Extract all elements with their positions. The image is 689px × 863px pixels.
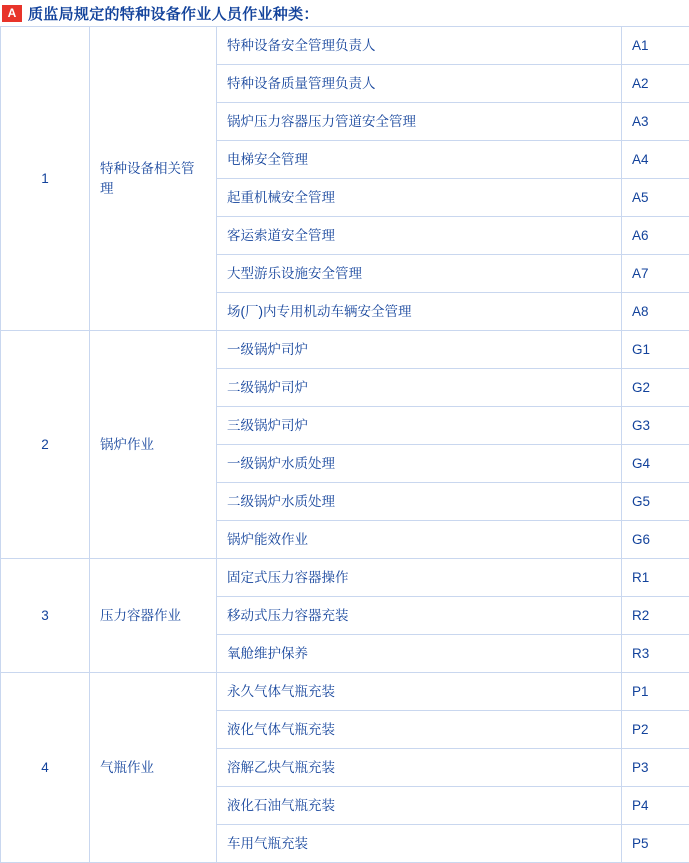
job-name: 液化石油气瓶充装 (217, 787, 622, 825)
job-code: G5 (622, 483, 689, 521)
job-name: 固定式压力容器操作 (217, 559, 622, 597)
group-index: 4 (1, 673, 90, 863)
job-name: 移动式压力容器充装 (217, 597, 622, 635)
group-category: 锅炉作业 (90, 331, 217, 559)
job-code: G3 (622, 407, 689, 445)
job-code: A2 (622, 65, 689, 103)
job-name: 永久气体气瓶充装 (217, 673, 622, 711)
section-badge: A (2, 5, 22, 22)
job-name: 二级锅炉司炉 (217, 369, 622, 407)
group-category: 气瓶作业 (90, 673, 217, 863)
job-code: A5 (622, 179, 689, 217)
job-code: A3 (622, 103, 689, 141)
job-code: P3 (622, 749, 689, 787)
page-title: 质监局规定的特种设备作业人员作业种类： (28, 3, 319, 24)
group-category: 压力容器作业 (90, 559, 217, 673)
job-code: A8 (622, 293, 689, 331)
job-name: 液化气体气瓶充装 (217, 711, 622, 749)
job-name: 场(厂)内专用机动车辆安全管理 (217, 293, 622, 331)
job-name: 溶解乙炔气瓶充装 (217, 749, 622, 787)
job-code: A7 (622, 255, 689, 293)
job-name: 锅炉能效作业 (217, 521, 622, 559)
table-row (1, 559, 689, 597)
job-name: 客运索道安全管理 (217, 217, 622, 255)
job-code: A4 (622, 141, 689, 179)
job-name: 二级锅炉水质处理 (217, 483, 622, 521)
job-code: P5 (622, 825, 689, 863)
job-name: 车用气瓶充装 (217, 825, 622, 863)
job-code: R1 (622, 559, 689, 597)
job-code: G2 (622, 369, 689, 407)
job-name: 锅炉压力容器压力管道安全管理 (217, 103, 622, 141)
job-name: 起重机械安全管理 (217, 179, 622, 217)
table-body (1, 27, 689, 863)
job-name: 三级锅炉司炉 (217, 407, 622, 445)
table-wrapper (0, 26, 689, 863)
table-row (1, 673, 689, 711)
job-code: A1 (622, 27, 689, 65)
group-index: 1 (1, 27, 90, 331)
job-code: R3 (622, 635, 689, 673)
group-index: 2 (1, 331, 90, 559)
job-name: 特种设备安全管理负责人 (217, 27, 622, 65)
job-name: 一级锅炉司炉 (217, 331, 622, 369)
job-code: P1 (622, 673, 689, 711)
job-name: 一级锅炉水质处理 (217, 445, 622, 483)
group-index: 3 (1, 559, 90, 673)
job-name: 氧舱维护保养 (217, 635, 622, 673)
job-code: P4 (622, 787, 689, 825)
table-row (1, 331, 689, 369)
job-code: G6 (622, 521, 689, 559)
job-code: G1 (622, 331, 689, 369)
group-category: 特种设备相关管理 (90, 27, 217, 331)
table-row (1, 27, 689, 65)
job-name: 大型游乐设施安全管理 (217, 255, 622, 293)
job-name: 特种设备质量管理负责人 (217, 65, 622, 103)
job-code: R2 (622, 597, 689, 635)
job-code: P2 (622, 711, 689, 749)
job-code: A6 (622, 217, 689, 255)
special-equipment-table (0, 26, 689, 863)
section-title-bar (0, 0, 689, 26)
job-code: G4 (622, 445, 689, 483)
job-name: 电梯安全管理 (217, 141, 622, 179)
